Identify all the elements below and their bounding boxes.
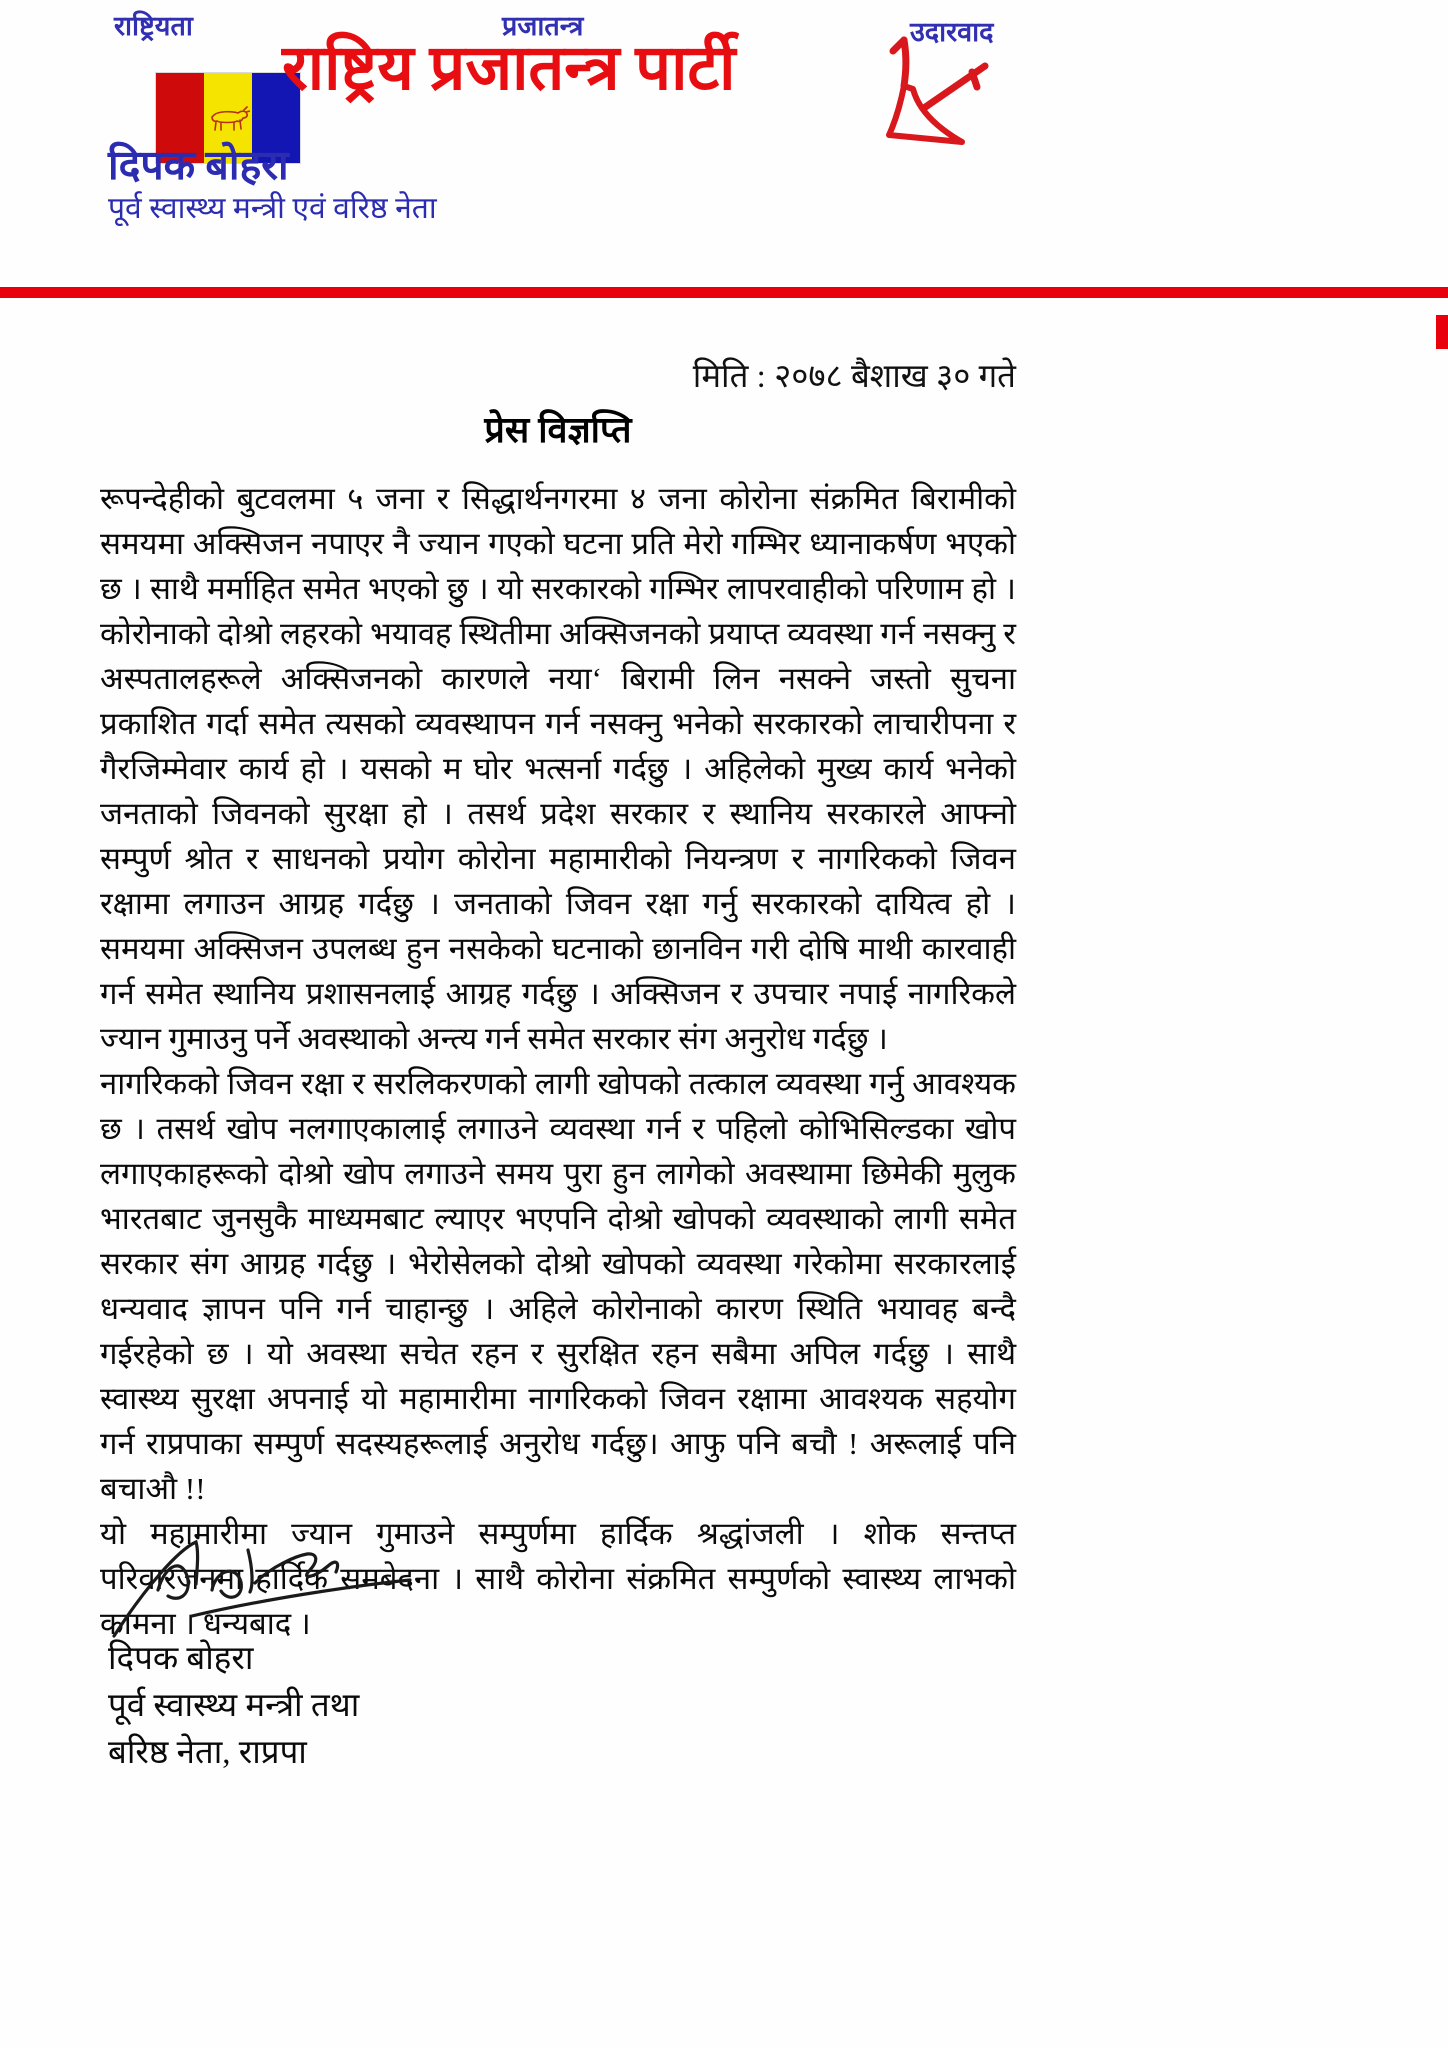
motto-nationalism: राष्ट्रियता [114, 11, 193, 41]
paragraph-2: नागरिकको जिवन रक्षा र सरलिकरणको लागी खोपको तत्काल व्यवस्था गर्नु आवश्यक छ । तसर्थ खोप नलगाएकालाई लगाउने व्यवस्था गर्न र पहिलो कोभिसिल्डका खोप लगाएकाहरूको दोश्रो खोप लगाउने समय पुरा हुन लागेको अवस्थामा छिमेकी मुलुक भारतबाट जुनसुकै माध्यमबाट ल्याएर भएपनि दोश्रो खोपको व्यवस्थाको लागी समेत सरकार संग आग्रह गर्दछु । भेरोसेलको दोश्रो खोपको व्यवस्था गरेकोमा सरकारलाई धन्यवाद ज्ञापन पनि गर्न चाहान्छु । अहिले कोरोनाको कारण स्थिति भयावह बन्दै गईरहेको छ । यो अवस्था सचेत रहन र सुरक्षित रहन सबैमा अपिल गर्दछु । साथै स्वास्थ्य सुरक्षा अपनाई यो महामारीमा नागरिकको जिवन रक्षामा आवश्यक सहयोग गर्न राप्रपाका सम्पुर्ण सदस्यहरूलाई अनुरोध गर्दछु। आफु पनि बचौ ! अरूलाई पनि बचाऔ !! [100, 1066, 1016, 1506]
party-name: राष्ट्रिय प्रजातन्त्र पार्टी [282, 33, 736, 103]
paragraph-1: रूपन्देहीको बुटवलमा ५ जना र सिद्धार्थनगरमा ४ जना कोरोना संक्रमित बिरामीको समयमा अक्सिजन नपाएर नै ज्यान गएको घटना प्रति मेरो गम्भिर ध्यानाकर्षण भएको छ । साथै मर्माहित समेत भएको छु । यो सरकारको गम्भिर लापरवाहीको परिणाम हो । कोरोनाको दोश्रो लहरको भयावह स्थितीमा अक्सिजनको प्रयाप्त व्यवस्था गर्न नसक्नु र अस्पतालहरूले अक्सिजनको कारणले नया‘ बिरामी लिन नसक्ने जस्तो सुचना प्रकाशित गर्दा समेत त्यसको व्यवस्थापन गर्न नसक्नु भनेको सरकारको लाचारीपना र गैरजिम्मेवार कार्य हो । यसको म घोर भत्सर्ना गर्दछु । अहिलेको मुख्य कार्य भनेको जनताको जिवनको सुरक्षा हो । तसर्थ प्रदेश सरकार र स्थानिय सरकारले आफ्नो सम्पुर्ण श्रोत र साधनको प्रयोग कोरोना महामारीको नियन्त्रण र नागरिकको जिवन रक्षामा लगाउन आग्रह गर्दछु । जनताको जिवन रक्षा गर्नु सरकारको दायित्व हो । समयमा अक्सिजन उपलब्ध हुन नसकेको घटनाको छानविन गरी दोषि माथी कारवाही गर्न समेत स्थानिय प्रशासनलाई आग्रह गर्दछु । अक्सिजन र उपचार नपाई नागरिकले ज्यान गुमाउनु पर्ने अवस्थाको अन्त्य गर्न समेत सरकार संग अनुरोध गर्दछु । [100, 481, 1016, 1056]
press-release-title: प्रेस विज्ञप्ति [484, 410, 632, 450]
signature-image [100, 1528, 440, 1653]
plough-icon [862, 30, 1002, 150]
motto-liberalism: उदारवाद [910, 17, 994, 47]
signatory-title-2: बरिष्ठ नेता, राप्रपा [108, 1735, 307, 1771]
leader-name: दिपक बोहरा [108, 142, 289, 188]
letter-body [100, 476, 1016, 1646]
paragraph-3: यो महामारीमा ज्यान गुमाउने सम्पुर्णमा हार्दिक श्रद्धांजली । शोक सन्तप्त परिवारजनमा हार्दिक समबेदना । साथै कोरोना संक्रमित सम्पुर्णको स्वास्थ्य लाभको कामना । धन्यबाद । [100, 1516, 1016, 1641]
cow-icon [206, 103, 250, 133]
motto-democracy: प्रजातन्त्र [502, 11, 584, 41]
leader-title: पूर्व स्वास्थ्य मन्त्री एवं वरिष्ठ नेता [108, 192, 437, 225]
signatory-name: दिपक बोहरा [108, 1641, 254, 1677]
header-divider [0, 287, 1448, 298]
date-line: मिति : २०७८ बैशाख ३० गते [692, 359, 1016, 395]
edge-red-mark [1436, 315, 1448, 349]
signatory-block [108, 1636, 359, 1777]
signatory-title-1: पूर्व स्वास्थ्य मन्त्री तथा [108, 1688, 360, 1724]
